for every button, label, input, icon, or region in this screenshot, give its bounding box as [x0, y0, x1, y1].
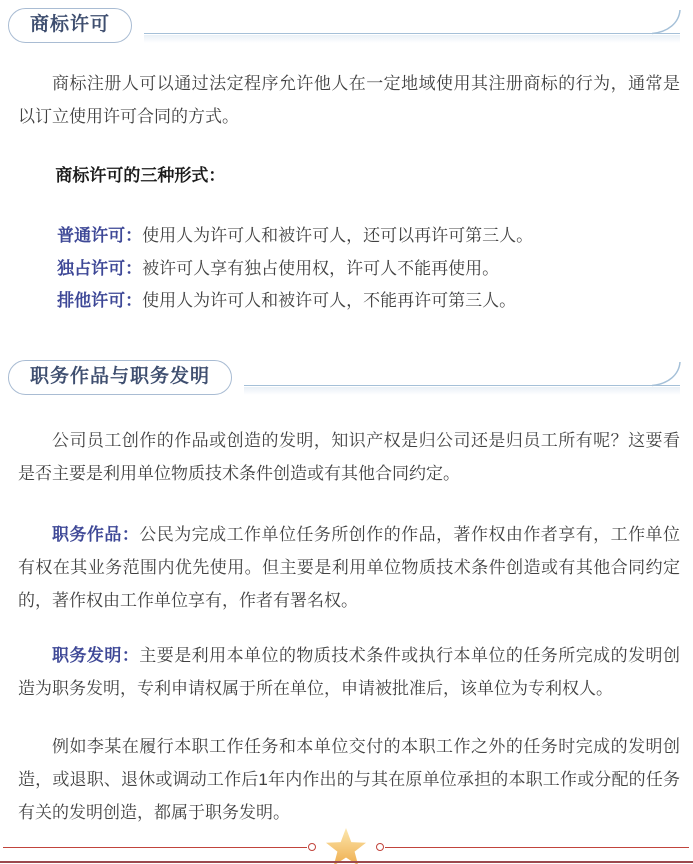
section-service-works-inventions: [8, 360, 680, 829]
license-forms-subheading: 商标许可的三种形式：: [55, 166, 226, 185]
license-type-label: 普通许可：: [57, 226, 143, 245]
license-type-label: 独占许可：: [57, 258, 143, 278]
divider-dot-right: [376, 843, 384, 851]
term-text: 公民为完成工作单位任务所创作的作品，著作权由作者享有，工作单位有权在其业务范围内优先使用。但主要是利用单位物质技术条件创造或有其他合同约定的，著作权由工作单位享有，作者有署名权。: [18, 524, 681, 610]
license-type-text: 使用人为许可人和被许可人，不能再许可第三人。: [142, 291, 517, 310]
license-type-label: 排他许可：: [57, 291, 143, 310]
divider-line-left: [3, 847, 307, 848]
term-service-work: [18, 518, 680, 617]
section-header: [8, 360, 680, 396]
license-type-text: 使用人为许可人和被许可人，还可以再许可第三人。: [142, 226, 534, 245]
license-type-sole: [18, 285, 680, 318]
term-label: 职务作品：: [52, 524, 140, 544]
footer-divider: [3, 827, 689, 864]
term-label: 职务发明：: [52, 645, 140, 665]
section-badge: 商标许可: [8, 8, 132, 43]
divider-line-right: [385, 847, 689, 848]
header-rule: [244, 360, 680, 386]
term-text: 主要是利用本单位的物质技术条件或执行本单位的任务所完成的发明创造为职务发明，专利申请权属于所在单位，申请被批准后，该单位为专利权人。: [18, 645, 681, 698]
example-paragraph: 例如李某在履行本职工作任务和本单位交付的本职工作之外的任务时完成的发明创造，或退职、退休或调动工作后1年内作出的与其在原单位承担的本职工作或分配的任务有关的发明创造，都属于职务发明。: [18, 736, 680, 822]
curl-flourish-icon: [652, 361, 682, 387]
term-service-invention: [18, 639, 680, 705]
bottom-border-line: [0, 861, 693, 863]
header-rule: [144, 8, 680, 34]
section-header: [8, 8, 680, 44]
divider-dot-left: [308, 843, 316, 851]
license-type-text: 被许可人享有独占使用权，许可人不能再使用。: [142, 258, 500, 278]
section-trademark-license: [8, 8, 680, 318]
license-types-list: [8, 220, 680, 318]
license-type-exclusive: [18, 253, 680, 286]
intro-paragraph: 公司员工创作的作品或创造的发明，知识产权是归公司还是归员工所有呢？这要看是否主要是利用单位物质技术条件创造或有其他合同约定。: [18, 430, 680, 483]
intro-paragraph: 商标注册人可以通过法定程序允许他人在一定地域使用其注册商标的行为，通常是以订立使用许可合同的方式。: [18, 74, 680, 126]
curl-flourish-icon: [652, 9, 682, 35]
section-badge: 职务作品与职务发明: [8, 360, 232, 395]
license-type-ordinary: [18, 220, 680, 253]
star-icon: [325, 827, 367, 864]
